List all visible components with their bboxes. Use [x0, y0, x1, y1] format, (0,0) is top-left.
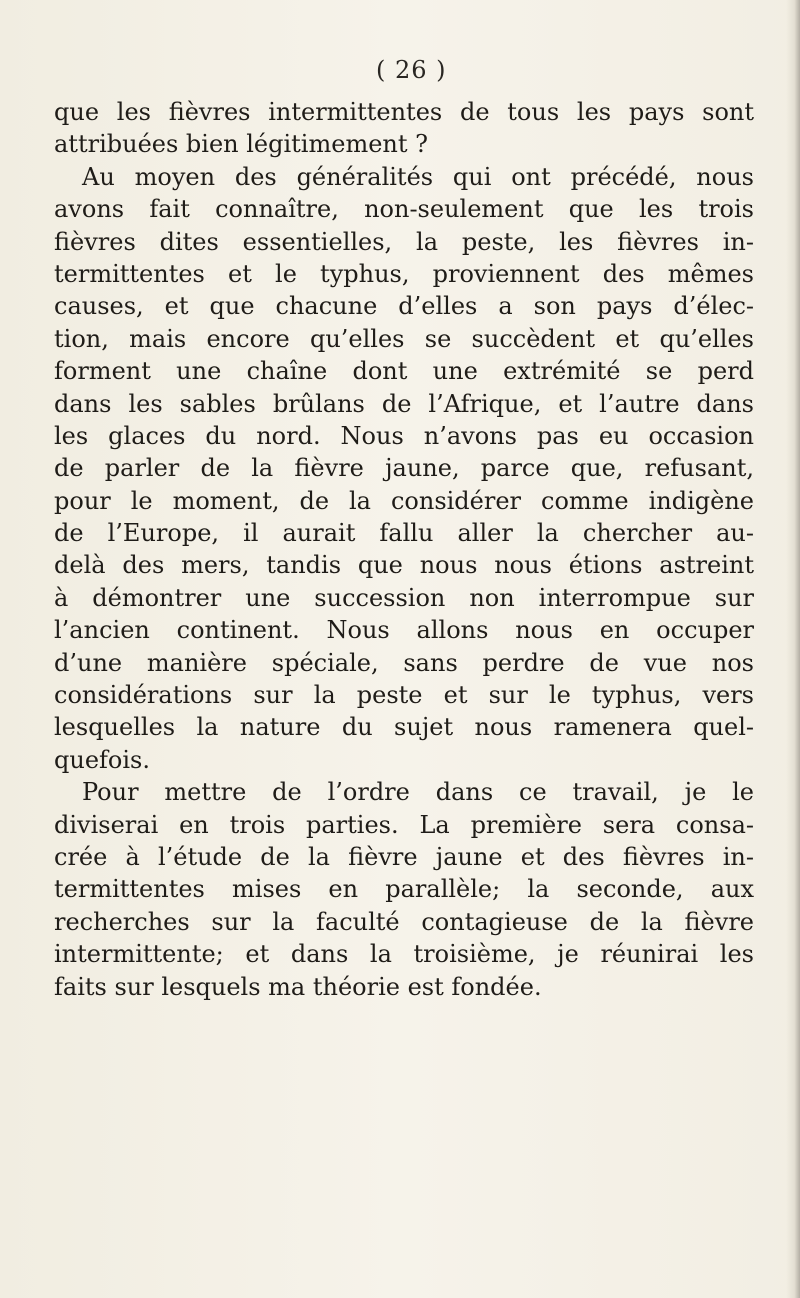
text-line: recherches sur la faculté contagieuse de la fièvre [54, 907, 754, 936]
text-line: attribuées bien légitimement ? [54, 130, 429, 159]
text-line: tion, mais encore qu’elles se succèdent et qu’elles [54, 324, 754, 353]
text-line: de l’Europe, il aurait fallu aller la chercher au- [54, 519, 754, 548]
text-line: diviserai en trois parties. La première sera consa- [54, 810, 754, 839]
text-line: crée à l’étude de la fièvre jaune et des fièvres in- [54, 842, 754, 871]
text-line: pour le moment, de la considérer comme indigène [54, 486, 754, 515]
text-line: à démontrer une succession non interrompue sur [54, 583, 754, 612]
body-text [54, 96, 754, 1003]
page-number: ( 26 ) [376, 56, 447, 84]
page-edge-shadow [786, 0, 800, 1298]
text-line: faits sur lesquels ma théorie est fondée. [54, 972, 542, 1001]
text-line: d’une manière spéciale, sans perdre de vue nos [54, 648, 754, 677]
text-line: considérations sur la peste et sur le typhus, vers [54, 681, 754, 710]
text-line: de parler de la fièvre jaune, parce que, refusant, [54, 454, 754, 483]
text-line: avons fait connaître, non-seulement que les trois [54, 195, 754, 224]
text-line: lesquelles la nature du sujet nous ramenera quel- [54, 713, 754, 742]
text-line: dans les sables brûlans de l’Afrique, et l’autre dans [54, 389, 754, 418]
text-line: termittentes mises en parallèle; la seconde, aux [54, 875, 754, 904]
text-line: fièvres dites essentielles, la peste, les fièvres in- [54, 227, 754, 256]
text-line: termittentes et le typhus, proviennent des mêmes [54, 259, 754, 288]
text-line: causes, et que chacune d’elles a son pays d’élec- [54, 292, 754, 321]
text-line: que les fièvres intermittentes de tous les pays sont [54, 98, 754, 126]
text-line: les glaces du nord. Nous n’avons pas eu occasion [54, 421, 754, 450]
text-line: delà des mers, tandis que nous nous étions astreint [54, 551, 754, 580]
text-line: intermittente; et dans la troisième, je réunirai les [54, 940, 754, 969]
text-line: Pour mettre de l’ordre dans ce travail, je le [82, 778, 754, 807]
text-line: l’ancien continent. Nous allons nous en occuper [54, 616, 754, 645]
text-line: forment une chaîne dont une extrémité se perd [54, 357, 754, 386]
text-line: quefois. [54, 745, 150, 774]
text-line: Au moyen des généralités qui ont précédé, nous [82, 162, 754, 191]
